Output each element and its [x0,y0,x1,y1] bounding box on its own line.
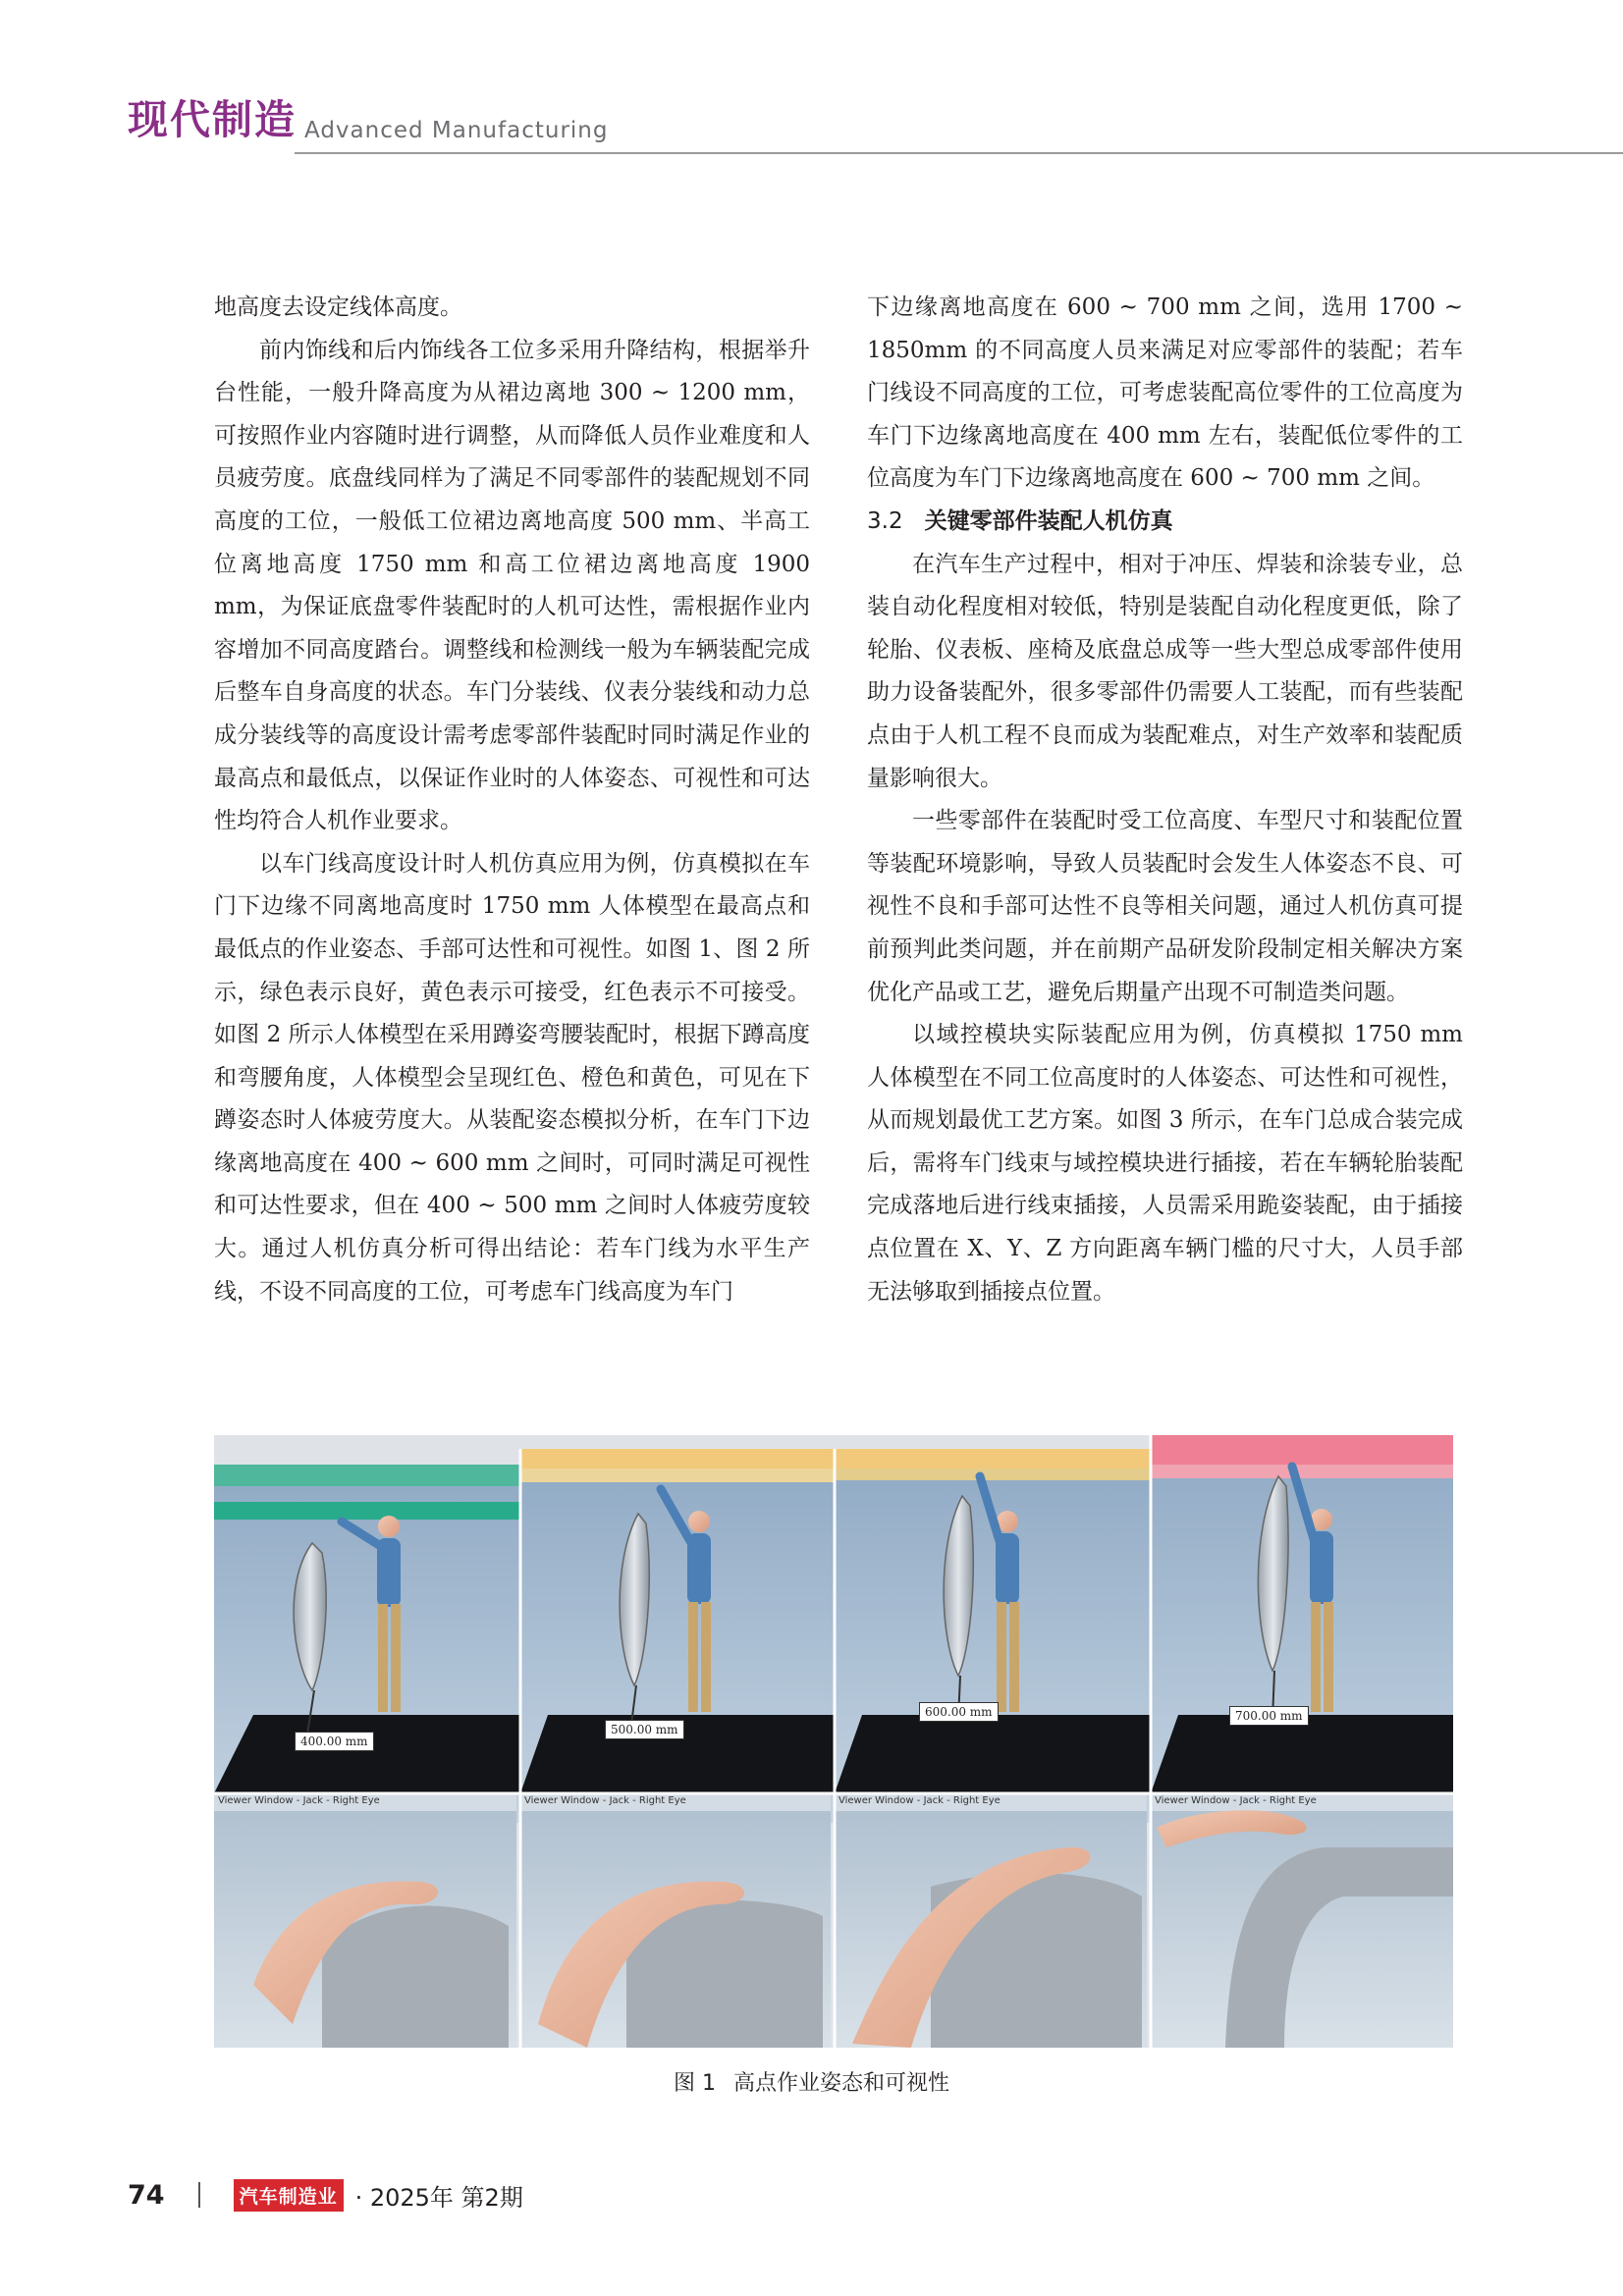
view-window-title-2: Viewer Window - Jack - Right Eye [524,1795,686,1806]
view-panel-4 [1151,1793,1453,2048]
height-label-3: 600.00 mm [919,1702,999,1722]
right-para-3: 一些零部件在装配时受工位高度、车型尺寸和装配位置等装配环境影响，导致人员装配时会发生人体姿态不良、可视性不良和手部可达性不良等相关问题，通过人机仿真可提前预判此类问题，并在前期产品研发阶段制定相关解决方案优化产品或工艺，避免后期量产出现不可制造类问题。 [867,808,1463,1005]
figure-caption-label: 图 1 [673,2071,716,2096]
view-panel-3 [835,1793,1147,2048]
section-title: 关键零部件装配人机仿真 [924,507,1173,534]
journal-title: 现代制造 [128,96,297,143]
view-window-title-4: Viewer Window - Jack - Right Eye [1155,1795,1317,1806]
right-para-2: 在汽车生产过程中，相对于冲压、焊装和涂装专业，总装自动化程度相对较低，特别是装配自动化程度更低，除了轮胎、仪表板、座椅及底盘总成等一些大型总成零部件使用助力设备装配外，很多零部件仍需要人工装配，而有些装配点由于人机工程不良而成为装配难点，对生产效率和装配质量影响很大。 [867,551,1463,791]
panel-1 [214,1465,520,1823]
left-para-1: 地高度去设定线体高度。 [214,294,462,320]
height-label-4: 700.00 mm [1229,1706,1309,1726]
height-label-2: 500.00 mm [605,1720,684,1739]
view-panel-1 [214,1793,516,2048]
left-column [214,287,810,1313]
panel-4 [1151,1435,1453,1823]
issue-info: · 2025年 第2期 [354,2183,523,2212]
left-para-2: 前内饰线和后内饰线各工位多采用升降结构，根据举升台性能，一般升降高度为从裙边离地 300 ~ 1200 mm，可按照作业内容随时进行调整，从而降低人员作业难度和人员疲劳度。底盘线同样为了满足不同零部件的装配规划不同高度的工位，一般低工位裙边离地高度 500 mm、半高工位离地高度 1750 mm 和高工位裙边离地高度 1900 mm，为保证底盘零件装配时的人机可达性，需根据作业内容增加不同高度踏台。调整线和检测线一般为车辆装配完成后整车自身高度的状态。车门分装线、仪表分装线和动力总成分装线等的高度设计需考虑零部件装配时同时满足作业的最高点和最低点，以保证作业时的人体姿态、可视性和可达性均符合人机作业要求。 [214,337,810,834]
view-panel-2 [520,1793,831,2048]
figure-1-graphic [214,1435,1453,2048]
section-heading [867,501,1463,544]
footer-divider [198,2182,200,2208]
right-column [867,287,1463,1313]
figure-caption [0,2066,1623,2097]
right-para-4: 以域控模块实际装配应用为例，仿真模拟 1750 mm 人体模型在不同工位高度时的人体姿态、可达性和可视性，从而规划最优工艺方案。如图 3 所示，在车门总成合装完成后，需将车门线束与域控模块进行插接，若在车辆轮胎装配完成落地后进行线束插接，人员需采用跪姿装配，由于插接点位置在 X、Y、Z 方向距离车辆门槛的尺寸大，人员手部无法够取到插接点位置。 [867,1022,1463,1305]
right-para-1: 下边缘离地高度在 600 ~ 700 mm 之间，选用 1700 ~ 1850mm 的不同高度人员来满足对应零部件的装配；若车门线设不同高度的工位，可考虑装配高位零件的工位高度为车门下边缘离地高度在 400 mm 左右，装配低位零件的工位高度为车门下边缘离地高度在 600 ~ 700 mm 之间。 [867,294,1463,492]
section-number: 3.2 [867,507,903,534]
left-para-3: 以车门线高度设计时人机仿真应用为例，仿真模拟在车门下边缘不同离地高度时 1750 mm 人体模型在最高点和最低点的作业姿态、手部可达性和可视性。如图 1、图 2 所示，绿色表示良好，黄色表示可接受，红色表示不可接受。如图 2 所示人体模型在采用蹲姿弯腰装配时，根据下蹲高度和弯腰角度，人体模型会呈现红色、橙色和黄色，可见在下蹲姿态时人体疲劳度大。从装配姿态模拟分析，在车门下边缘离地高度在 400 ~ 600 mm 之间时，可同时满足可视性和可达性要求，但在 400 ~ 500 mm 之间时人体疲劳度较大。通过人机仿真分析可得出结论：若车门线为水平生产线，不设不同高度的工位，可考虑车门线高度为车门 [214,850,810,1305]
figure-1 [214,1435,1453,2048]
panel-3 [835,1449,1151,1823]
journal-subtitle: Advanced Manufacturing [304,118,609,143]
header-rule [295,152,1623,154]
magazine-logo: 汽车制造业 [234,2179,344,2212]
height-label-1: 400.00 mm [295,1732,374,1751]
page-footer [128,2175,523,2215]
page-number: 74 [128,2179,165,2211]
panel-2 [520,1449,835,1823]
view-window-title-1: Viewer Window - Jack - Right Eye [218,1795,380,1806]
figure-caption-text: 高点作业姿态和可视性 [732,2071,949,2096]
view-window-title-3: Viewer Window - Jack - Right Eye [839,1795,1001,1806]
